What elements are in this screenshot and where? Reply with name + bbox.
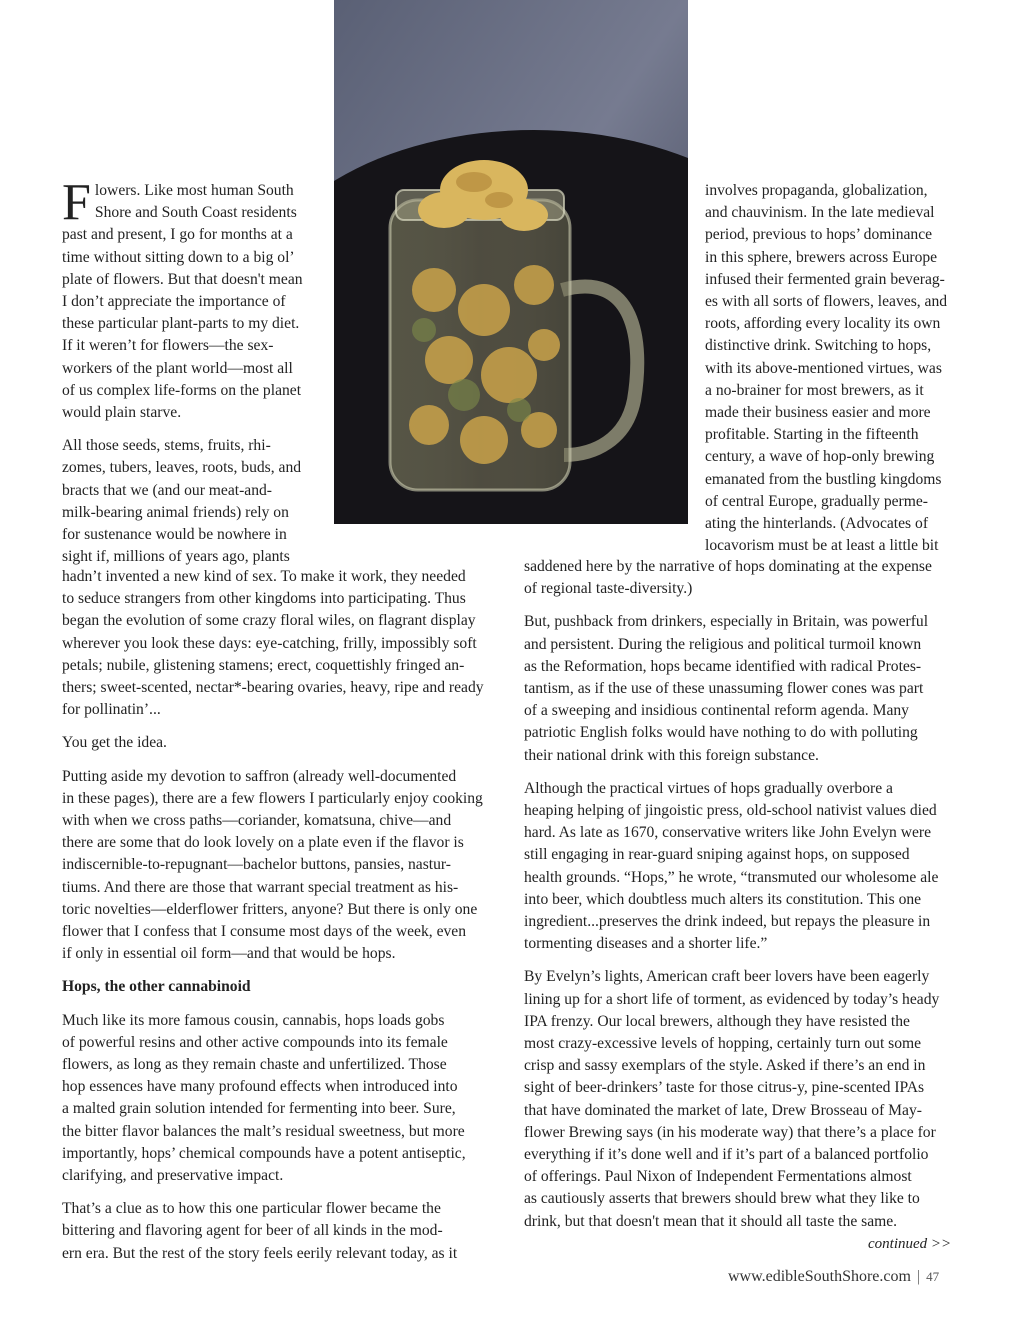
text-line: If it weren’t for flowers—the sex-: [62, 337, 274, 355]
paragraph-craft-beer: [524, 966, 939, 1232]
text-line: with when we cross paths—coriander, komatsuna, chive—and: [62, 812, 452, 830]
text-line: and persistent. During the religious and political turmoil known: [524, 635, 922, 653]
text-line: into beer, which doubtless much alters its constitution. This one: [524, 890, 922, 908]
text-line: tantism, as if the use of these unassuming flower cones was part: [524, 680, 924, 698]
text-line: Putting aside my devotion to saffron (already well-documented: [62, 767, 457, 785]
text-line: profitable. Starting in the fifteenth: [705, 426, 919, 444]
text-line: drink, but that doesn't mean that it should all taste the same.: [524, 1212, 898, 1230]
text-line: of us complex life-forms on the planet: [62, 381, 302, 399]
text-line: for sustenance would be nowhere in: [62, 526, 287, 544]
text-line: You get the idea.: [62, 734, 167, 752]
text-line: health grounds. “Hops,” he wrote, “transmuted our wholesome ale: [524, 868, 939, 886]
paragraph-idea: [62, 732, 484, 754]
text-line: their national drink with this foreign substance.: [524, 746, 819, 764]
text-line: of regional taste-diversity.): [524, 580, 693, 598]
text-line: and chauvinism. In the late medieval: [705, 204, 935, 222]
text-line: a no-brainer for most brewers, as it: [705, 381, 924, 399]
text-line: roots, affording every locality its own: [705, 315, 941, 333]
footer-separator: |: [916, 1268, 921, 1285]
text-line: still engaging in rear-guard sniping against hops, on supposed: [524, 846, 910, 864]
text-line: a malted grain solution intended for fermenting into beer. Sure,: [62, 1100, 456, 1118]
text-line: sight of beer-drinkers’ taste for those citrus-y, pine-scented IPAs: [524, 1079, 925, 1097]
paragraph-saffron: [62, 766, 484, 966]
text-line: of offerings. Paul Nixon of Independent Fermentations almost: [524, 1168, 912, 1186]
text-line: petals; nubile, glistening stamens; erect, coquettishly fringed an-: [62, 656, 465, 674]
text-line: ern era. But the rest of the story feels eerily relevant today, as it: [62, 1244, 458, 1262]
text-line: as the Reformation, hops became identified with radical Protes-: [524, 657, 922, 675]
text-line: sight if, millions of years ago, plants: [62, 548, 290, 566]
paragraph-pushback: [524, 611, 939, 766]
text-line: made their business easier and more: [705, 404, 931, 422]
text-line: Shore and South Coast residents: [94, 204, 297, 222]
text-line: of a sweeping and insidious continental reform agenda. Many: [524, 702, 909, 720]
text-line: importantly, hops’ chemical compounds have a potent antiseptic,: [62, 1144, 466, 1162]
left-column-top: [62, 174, 303, 568]
text-line: if only in essential oil form—and that would be hops.: [62, 945, 396, 963]
text-line: these particular plant-parts to my diet.: [62, 315, 300, 333]
text-line: All those seeds, stems, fruits, rhi-: [62, 437, 271, 455]
text-line: flower Brewing says (in his moderate way) that there’s a place for: [524, 1123, 936, 1141]
paragraph-seeds: [62, 435, 303, 568]
text-line: crisp and sassy exemplars of the style. Asked if there’s an end in: [524, 1057, 926, 1075]
text-line: Much like its more famous cousin, cannabis, hops loads gobs: [62, 1011, 445, 1029]
text-line: time without sitting down to a big ol’: [62, 248, 295, 266]
text-line: distinctive drink. Switching to hops,: [705, 337, 932, 355]
text-line: hop essences have many profound effects when introduced into: [62, 1078, 458, 1096]
text-line: involves propaganda, globalization,: [705, 182, 928, 199]
text-line: indiscernible-to-repugnant—bachelor buttons, pansies, nastur-: [62, 856, 451, 874]
text-line: ingredient...preserves the drink indeed, but repays the pleasure in: [524, 913, 931, 931]
text-line: would plain starve.: [62, 404, 182, 422]
text-line: thers; sweet-scented, nectar*-bearing ovaries, heavy, ripe and ready: [62, 679, 484, 697]
paragraph-seeds-cont: [62, 566, 484, 721]
text-line: period, previous to hops’ dominance: [705, 226, 933, 244]
text-line: emanated from the bustling kingdoms: [705, 470, 942, 488]
text-line: heaping helping of jingoistic press, old-school nativist values died: [524, 802, 937, 820]
text-line: milk-bearing animal friends) rely on: [62, 503, 289, 521]
text-line: lowers. Like most human South: [94, 182, 294, 199]
hops-jar-photo: [334, 0, 688, 524]
text-line: everything if it’s done well and if it’s part of a balanced portfolio: [524, 1146, 929, 1164]
paragraph-intro: [62, 174, 303, 424]
page-footer: [728, 1268, 939, 1286]
text-line: in this sphere, brewers across Europe: [705, 248, 938, 266]
page-number: 47: [926, 1269, 940, 1284]
text-line: clarifying, and preservative impact.: [62, 1167, 284, 1185]
text-line: I don’t appreciate the importance of: [62, 293, 286, 311]
paragraph-evelyn: [524, 778, 939, 956]
text-line: bittering and flavoring agent for beer of all kinds in the mod-: [62, 1222, 443, 1240]
section-heading: Hops, the other cannabinoid: [62, 978, 251, 996]
website-link[interactable]: www.edibleSouthShore.com: [728, 1268, 911, 1285]
drop-cap: F: [62, 174, 91, 231]
text-line: plate of flowers. But that doesn't mean: [62, 270, 303, 288]
text-line: as cautiously asserts that brewers should brew what they like to: [524, 1190, 920, 1208]
text-line: flower that I confess that I consume most days of the week, even: [62, 923, 467, 941]
right-column-body: [524, 556, 939, 1233]
text-line: IPA frenzy. Our local brewers, although they have resisted the: [524, 1012, 910, 1030]
continued-link[interactable]: continued >>: [868, 1236, 952, 1252]
text-line: zomes, tubers, leaves, roots, buds, and: [62, 459, 302, 477]
paragraph-propaganda: [705, 180, 947, 557]
left-column-body: [62, 566, 484, 1265]
paragraph-cannabis: [62, 1010, 484, 1188]
text-line: lining up for a short life of torment, as evidenced by today’s heady: [524, 990, 940, 1008]
text-line: most crazy-excessive levels of hopping, certainly turn out some: [524, 1035, 922, 1053]
text-line: locavorism must be at least a little bit: [705, 537, 939, 555]
text-line: tormenting diseases and a shorter life.”: [524, 935, 768, 953]
text-line: began the evolution of some crazy floral wiles, on flagrant display: [62, 612, 476, 630]
text-line: es with all sorts of flowers, leaves, and: [705, 293, 948, 311]
text-line: in these pages), there are a few flowers I particularly enjoy cooking: [62, 789, 483, 807]
right-column-top: [705, 180, 947, 557]
text-line: infused their fermented grain beverag-: [705, 270, 945, 288]
text-line: workers of the plant world—most all: [62, 359, 293, 377]
text-line: with its above-mentioned virtues, was: [705, 359, 942, 377]
text-line: that have dominated the market of late, Drew Brosseau of May-: [524, 1101, 922, 1119]
text-line: to seduce strangers from other kingdoms into participating. Thus: [62, 590, 466, 608]
text-line: the bitter flavor balances the malt’s residual sweetness, but more: [62, 1122, 465, 1140]
text-line: That’s a clue as to how this one particular flower became the: [62, 1200, 441, 1218]
text-line: tiums. And there are those that warrant special treatment as his-: [62, 878, 459, 896]
text-line: hard. As late as 1670, conservative writers like John Evelyn were: [524, 824, 932, 842]
text-line: bracts that we (and our meat-and-: [62, 481, 272, 499]
text-line: of powerful resins and other active compounds into its female: [62, 1033, 448, 1051]
text-line: ating the hinterlands. (Advocates of: [705, 515, 929, 533]
text-line: of central Europe, gradually perme-: [705, 492, 928, 510]
text-line: By Evelyn’s lights, American craft beer lovers have been eagerly: [524, 968, 930, 986]
paragraph-clue: [62, 1198, 484, 1265]
text-line: for pollinatin’...: [62, 701, 161, 719]
text-line: hadn’t invented a new kind of sex. To make it work, they needed: [62, 568, 466, 585]
text-line: past and present, I go for months at a: [62, 226, 293, 244]
text-line: wherever you look these days: eye-catching, frilly, impossibly soft: [62, 634, 477, 652]
text-line: saddened here by the narrative of hops dominating at the expense: [524, 558, 932, 575]
paragraph-propaganda-cont: [524, 556, 939, 600]
text-line: But, pushback from drinkers, especially in Britain, was powerful: [524, 613, 929, 631]
text-line: patriotic English folks would have nothing to do with polluting: [524, 724, 918, 742]
text-line: Although the practical virtues of hops gradually overbore a: [524, 779, 893, 797]
text-line: century, a wave of hop-only brewing: [705, 448, 935, 466]
text-line: flowers, as long as they remain chaste and unfertilized. Those: [62, 1056, 447, 1074]
text-line: toric novelties—elderflower fritters, anyone? But there is only one: [62, 900, 478, 918]
text-line: there are some that do look lovely on a plate even if the flavor is: [62, 834, 464, 852]
